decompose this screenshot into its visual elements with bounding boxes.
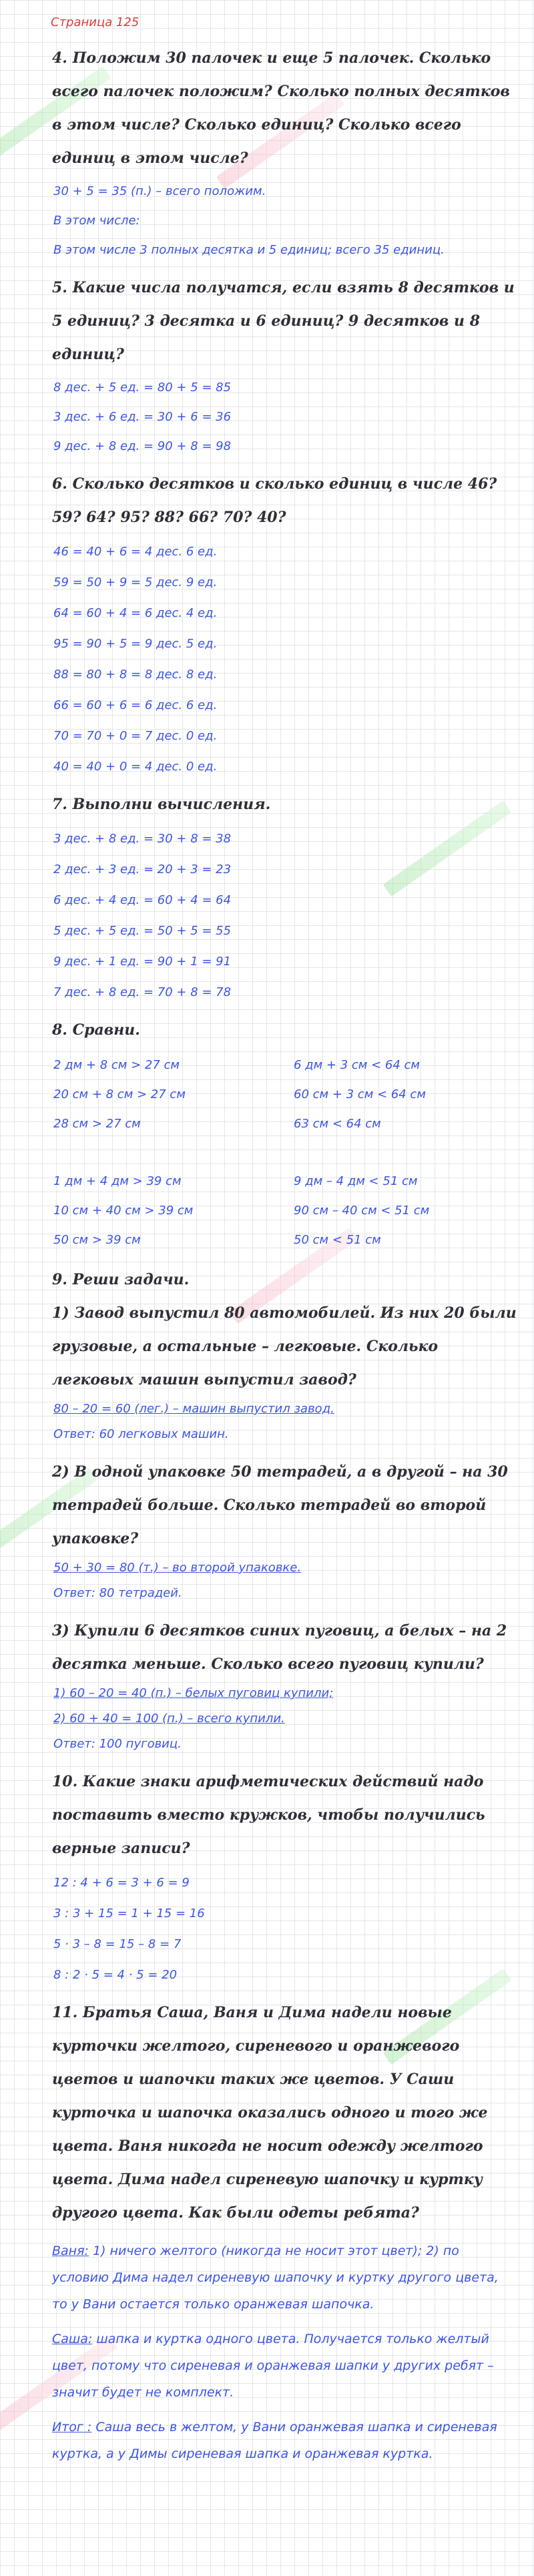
task9-p1-answer: Ответ: 60 легковых машин. xyxy=(53,1427,229,1441)
task10-line: 5 · 3 – 8 = 15 – 8 = 7 xyxy=(53,1937,182,1951)
task10-line: 3 : 3 + 15 = 1 + 15 = 16 xyxy=(53,1906,205,1920)
task6-question: 6. Сколько десятков и сколько единиц в числе 46? 59? 64? 95? 88? 66? 70? 40? xyxy=(52,475,497,526)
solution-text: 80 – 20 = 60 (лег.) – машин выпустил завод. xyxy=(53,1402,334,1416)
task9-p3-question: 3) Купили 6 десятков синих пуговиц, а белых – на 2 десятка меньше. Сколько всего пуговиц купили? xyxy=(52,1622,507,1673)
task6-line: 66 = 60 + 6 = 6 дес. 6 ед. xyxy=(53,698,218,712)
task7-line: 9 дес. + 1 ед. = 90 + 1 = 91 xyxy=(53,955,232,969)
task6-line: 70 = 70 + 0 = 7 дес. 0 ед. xyxy=(53,729,218,743)
task9-p3-solution xyxy=(53,1681,521,1706)
task4-line: 30 + 5 = 35 (п.) – всего положим. xyxy=(53,184,266,198)
task8-compare-top xyxy=(53,1051,521,1139)
task9-p1-solution xyxy=(53,1396,521,1422)
task9-question: 9. Реши задачи. xyxy=(52,1271,190,1288)
compare-item: 28 см > 27 см xyxy=(53,1117,141,1131)
compare-item: 63 см < 64 см xyxy=(294,1117,381,1131)
reason-label: Итог : xyxy=(52,2420,92,2434)
compare-item: 20 см + 8 см > 27 см xyxy=(53,1087,186,1101)
task10-question: 10. Какие знаки арифметических действий надо поставить вместо кружков, чтобы получились верные записи? xyxy=(52,1773,485,1857)
compare-item: 6 дм + 3 см < 64 см xyxy=(294,1058,420,1072)
task7-line: 2 дес. + 3 ед. = 20 + 3 = 23 xyxy=(53,862,232,876)
task4-question: 4. Положим 30 палочек и еще 5 палочек. Сколько всего палочек положим? Сколько полных десятков в этом числе? Сколько единиц? Сколько всего единиц в этом числе? xyxy=(52,49,510,167)
task10-line: 8 : 2 · 5 = 4 · 5 = 20 xyxy=(53,1968,178,1982)
task9-p3-answer: Ответ: 100 пуговиц. xyxy=(53,1737,182,1751)
task4-line: В этом числе 3 полных десятка и 5 единиц; всего 35 единиц. xyxy=(53,243,445,257)
task11-question: 11. Братья Саша, Ваня и Дима надели новые курточки желтого, сиреневого и оранжевого цветов и шапочки таких же цветов. У Саши курточка и шапочка оказались одного и того же цвета. Ваня никогда не носит одежду желтого цвета. Дима надел сиреневую шапочку и куртку другого цвета. Как были одеты ребята? xyxy=(52,2004,488,2222)
task6-line: 95 = 90 + 5 = 9 дес. 5 ед. xyxy=(53,637,218,651)
reason-label: Саша: xyxy=(52,2332,93,2346)
task11-vanya xyxy=(52,2238,521,2318)
task10-line: 12 : 4 + 6 = 3 + 6 = 9 xyxy=(53,1876,190,1890)
solution-text: 1) 60 – 20 = 40 (п.) – белых пуговиц купили; xyxy=(53,1686,334,1700)
task5-line: 3 дес. + 6 ед. = 30 + 6 = 36 xyxy=(53,410,232,424)
task7-line: 6 дес. + 4 ед. = 60 + 4 = 64 xyxy=(53,893,232,907)
reason-text: Саша весь в желтом, у Вани оранжевая шапка и сиреневая куртка, а у Димы сиреневая шапка и оранжевая куртка. xyxy=(52,2420,497,2461)
task7-line: 5 дес. + 5 ед. = 50 + 5 = 55 xyxy=(53,924,232,938)
task11-result xyxy=(52,2414,521,2467)
task8-question: 8. Сравни. xyxy=(52,1021,140,1039)
reason-text: шапка и куртка одного цвета. Получается только желтый цвет, потому что сиреневая и оранжевая шапки у других ребят – значит будет не комплект. xyxy=(52,2332,494,2400)
task6-line: 46 = 40 + 6 = 4 дес. 6 ед. xyxy=(53,545,218,559)
solution-text: 2) 60 + 40 = 100 (п.) – всего купили. xyxy=(53,1712,285,1726)
task5-line: 8 дес. + 5 ед. = 80 + 5 = 85 xyxy=(53,380,232,395)
task7-question: 7. Выполни вычисления. xyxy=(52,796,271,813)
compare-item: 2 дм + 8 см > 27 см xyxy=(53,1058,180,1072)
task6-line: 64 = 60 + 4 = 6 дес. 4 ед. xyxy=(53,606,218,620)
reason-label: Ваня: xyxy=(52,2244,89,2258)
task7-line: 7 дес. + 8 ед. = 70 + 8 = 78 xyxy=(53,985,232,999)
compare-item: 90 см – 40 см < 51 см xyxy=(294,1204,430,1218)
task9-p2-answer: Ответ: 80 тетрадей. xyxy=(53,1586,182,1600)
page-header: Страница 125 xyxy=(51,15,140,29)
task4-line: В этом числе: xyxy=(53,214,140,228)
task8-compare-bottom xyxy=(53,1167,521,1255)
task9-p1-question: 1) Завод выпустил 80 автомобилей. Из них 20 были грузовые, а остальные – легковые. Сколько легковых машин выпустил завод? xyxy=(52,1304,517,1388)
compare-item: 50 см < 51 см xyxy=(294,1233,381,1247)
compare-item: 1 дм + 4 дм > 39 см xyxy=(53,1174,182,1188)
task5-line: 9 дес. + 8 ед. = 90 + 8 = 98 xyxy=(53,439,232,453)
task7-line: 3 дес. + 8 ед. = 30 + 8 = 38 xyxy=(53,832,232,846)
task6-line: 40 = 40 + 0 = 4 дес. 0 ед. xyxy=(53,760,218,774)
compare-item: 50 см > 39 см xyxy=(53,1233,141,1247)
task9-p2-solution xyxy=(53,1555,521,1581)
compare-item: 10 см + 40 см > 39 см xyxy=(53,1204,194,1218)
solution-text: 50 + 30 = 80 (т.) – во второй упаковке. xyxy=(53,1561,302,1575)
task5-question: 5. Какие числа получатся, если взять 8 десятков и 5 единиц? 3 десятка и 6 единиц? 9 десятков и 8 единиц? xyxy=(52,279,515,363)
task9-p2-question: 2) В одной упаковке 50 тетрадей, а в другой – на 30 тетрадей больше. Сколько тетрадей во второй упаковке? xyxy=(52,1463,508,1547)
compare-item: 60 см + 3 см < 64 см xyxy=(294,1087,426,1101)
compare-item: 9 дм – 4 дм < 51 см xyxy=(294,1174,418,1188)
task6-line: 59 = 50 + 9 = 5 дес. 9 ед. xyxy=(53,575,218,589)
reason-text: 1) ничего желтого (никогда не носит этот цвет); 2) по условию Дима надел сиреневую шапочку и куртку другого цвета, то у Вани остается только оранжевая шапочка. xyxy=(52,2244,499,2312)
task6-line: 88 = 80 + 8 = 8 дес. 8 ед. xyxy=(53,668,218,682)
task11-sasha xyxy=(52,2326,521,2406)
task9-p3-solution xyxy=(53,1706,521,1732)
